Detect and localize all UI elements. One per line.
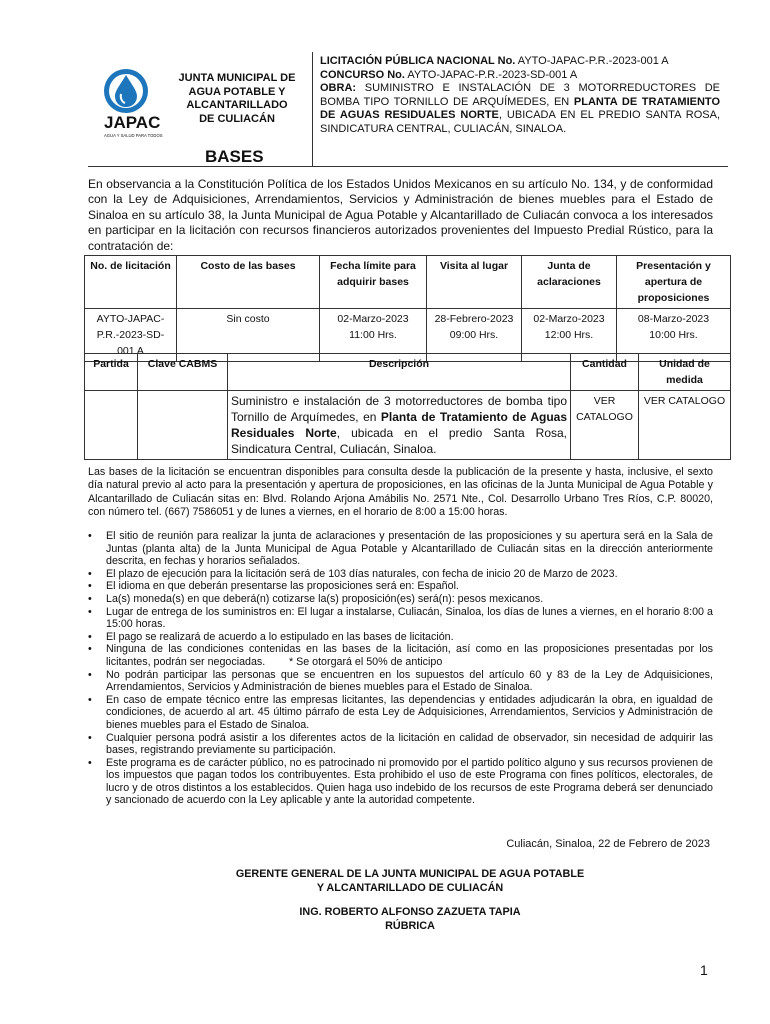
list-item: • La(s) moneda(s) en que deberá(n) cotizarse la(s) proposición(es) será(n): pesos mexicanos.	[88, 593, 713, 606]
list-item: • El plazo de ejecución para la licitación será de 103 días naturales, con fecha de inicio 20 de Marzo de 2023.	[88, 568, 713, 581]
signatory-name: ING. ROBERTO ALFONSO ZAZUETA TAPIA	[299, 906, 521, 918]
header-cell: Costo de las bases	[177, 256, 320, 309]
water-drop-icon	[100, 66, 180, 146]
list-item: • Este programa es de carácter público, no es patrocinado ni promovido por el partido político alguno y sus recursos provienen de los impuestos que pagan todos los contribuyentes. Esta prohibido el uso de este Programa con fines políticos, electorales, de lucro y de otros distintos a los establecidos. Quien haga uso indebido de los recursos de este Programa deberá ser denunciado y sancionado de acuerdo con la Ley aplicable y ante la autoridad competente.	[88, 757, 713, 807]
list-item: • El idioma en que deberán presentarse las proposiciones será en: Español.	[88, 580, 713, 593]
list-item: • Cualquier persona podrá asistir a los diferentes actos de la licitación en calidad de observador, sin necesidad de adquirir las bases, registrando previamente su participación.	[88, 732, 713, 757]
list-item: • No podrán participar las personas que se encuentren en los supuestos del artículo 60 y 83 de la Ley de Adquisiciones, Arrendamientos, Servicios y Administración de bienes muebles para el Estado de Sinaloa.	[88, 669, 713, 694]
signature-block	[150, 868, 670, 933]
header-cell: Unidad de medida	[639, 354, 731, 391]
items-table	[84, 353, 731, 460]
list-item: • El pago se realizará de acuerdo a lo estipulado en las bases de licitación.	[88, 631, 713, 644]
opening-cell: 08-Marzo-2023 10:00 Hrs.	[617, 309, 731, 362]
obra-label: OBRA:	[320, 82, 357, 94]
page-number: 1	[700, 962, 708, 978]
table-header-row	[85, 256, 731, 309]
header-divider-vertical	[312, 52, 313, 166]
list-item: • El sitio de reunión para realizar la junta de aclaraciones y presentación de las proposiciones y su apertura será en la Sala de Juntas (planta alta) de la Junta Municipal de Agua Potable y Alcantarillado de Culiacán sitas en la dirección anteriormente descrita, en fechas y horarios señalados.	[88, 530, 713, 568]
table-row	[85, 391, 731, 460]
org-line: ALCANTARILLADO	[186, 99, 288, 111]
logo-brand: JAPAC	[104, 113, 161, 132]
licitacion-label: LICITACIÓN PÚBLICA NACIONAL No.	[320, 55, 516, 67]
header-cell: Cantidad	[571, 354, 639, 391]
licitacion-number-cell: AYTO-JAPAC-P.R.-2023-SD-001 A	[85, 309, 177, 362]
concurso-line	[320, 69, 720, 83]
organization-name	[170, 72, 304, 126]
page-title: BASES	[205, 147, 264, 166]
table-header-row	[85, 354, 731, 391]
clarification-cell: 02-Marzo-2023 12:00 Hrs.	[522, 309, 617, 362]
partida-cell	[85, 391, 138, 460]
signature-title: GERENTE GENERAL DE LA JUNTA MUNICIPAL DE AGUA POTABLE	[235, 868, 585, 880]
description-location: , ubicada en el predio Santa Rosa, Sindicatura Central, Culiacán, Sinaloa.	[231, 426, 567, 456]
schedule-table	[84, 255, 731, 362]
description-text: Suministro e instalación de 3 motorreductores de bomba tipo Tornillo de Arquímedes, en	[231, 394, 567, 424]
obra-location: , UBICADA EN EL PREDIO SANTA ROSA, SINDICATURA CENTRAL, CULIACÁN, SINALOA.	[320, 109, 720, 135]
header-cell: Junta de aclaraciones	[522, 256, 617, 309]
header-cell: Clave CABMS	[138, 354, 228, 391]
obra-text: SUMINISTRO E INSTALACIÓN DE 3 MOTORREDUCTORES DE BOMBA TIPO TORNILLO DE ARQUÍMEDES, EN	[320, 82, 720, 108]
availability-paragraph: Las bases de la licitación se encuentran disponibles para consulta desde la publicación de la presente y hasta, inclusive, el sexto día natural previo al acto para la presentación y apertura de proposiciones, en las oficinas de la Junta Municipal de Agua Potable y Alcantarillado de Culiacán sitas en: Blvd. Rolando Arjona Amábilis No. 2571 Nte., Col. Desarrollo Urbano Tres Ríos, C.P. 80020, con número tel. (667) 7586051 y de lunes a viernes, en el horario de 8:00 a 15:00 horas.	[88, 466, 713, 518]
list-item: • En caso de empate técnico entre las empresas licitantes, las dependencias y entidades adjudicarán la obra, en igualdad de condiciones, de acuerdo al art. 45 último párrafo de esta Ley de Adquisiciones, Arrendamientos, Servicios y Administración de bienes muebles para el Estado de Sinaloa.	[88, 694, 713, 732]
header-cell: Visita al lugar	[427, 256, 522, 309]
concurso-label: CONCURSO No.	[320, 68, 405, 81]
place-date: Culiacán, Sinaloa, 22 de Febrero de 2023	[506, 838, 710, 850]
signature-title: Y ALCANTARILLADO DE CULIACÁN	[316, 881, 504, 894]
rubrica-label: RÚBRICA	[385, 919, 435, 932]
japac-logo	[100, 66, 180, 146]
conditions-list	[88, 530, 716, 807]
org-line: AGUA POTABLE Y	[188, 85, 286, 98]
org-line: DE CULIACÁN	[199, 112, 275, 125]
obra-plant: PLANTA DE TRATAMIENTO DE AGUAS RESIDUALES NORTE	[320, 95, 721, 121]
org-line: JUNTA MUNICIPAL DE	[178, 72, 296, 84]
header-cell: Presentación y apertura de proposiciones	[617, 256, 731, 309]
header-cell: Fecha límite para adquirir bases	[320, 256, 427, 309]
header-divider-horizontal	[88, 166, 728, 167]
description-cell	[228, 391, 571, 460]
site-visit-cell: 28-Febrero-2023 09:00 Hrs.	[427, 309, 522, 362]
quantity-cell: VER CATALOGO	[571, 391, 639, 460]
unit-cell: VER CATALOGO	[639, 391, 731, 460]
concurso-value: AYTO-JAPAC-P.R.-2023-SD-001 A	[407, 68, 578, 81]
deadline-cell: 02-Marzo-2023 11:00 Hrs.	[320, 309, 427, 362]
tender-info	[320, 55, 720, 136]
logo-tagline: AGUA Y SALUD PARA TODOS	[104, 133, 163, 138]
list-item: • Ninguna de las condiciones contenidas en las bases de la licitación, así como en las proposiciones presentadas por los licitantes, podrán ser negociadas. * Se otorgará el 50% de anticipo	[88, 643, 713, 668]
cost-cell: Sin costo	[177, 309, 320, 362]
intro-paragraph: En observancia a la Constitución Política de los Estados Unidos Mexicanos en su artículo No. 134, y de conformidad con la Ley de Adquisiciones, Arrendamientos, Servicios y Administración de bienes muebles para el Estado de Sinaloa en su artículo 38, la Junta Municipal de Agua Potable y Alcantarillado de Culiacán convoca a los interesados en participar en la licitación con recursos financieros autorizados provenientes del Impuesto Predial Rústico, para la contratación de:	[88, 177, 713, 253]
description-plant: Planta de Tratamiento de Aguas Residuales Norte	[231, 410, 567, 440]
clave-cell	[138, 391, 228, 460]
header-cell: No. de licitación	[85, 256, 177, 309]
licitacion-value: AYTO-JAPAC-P.R.-2023-001 A	[517, 55, 669, 67]
licitacion-line	[320, 55, 720, 69]
header-cell: Partida	[85, 354, 138, 391]
list-item: • Lugar de entrega de los suministros en: El lugar a instalarse, Culiacán, Sinaloa, los días de lunes a viernes, en el horario 8:00 a 15:00 horas.	[88, 606, 713, 631]
header-cell: Descripción	[228, 354, 571, 391]
obra-line	[320, 82, 720, 136]
